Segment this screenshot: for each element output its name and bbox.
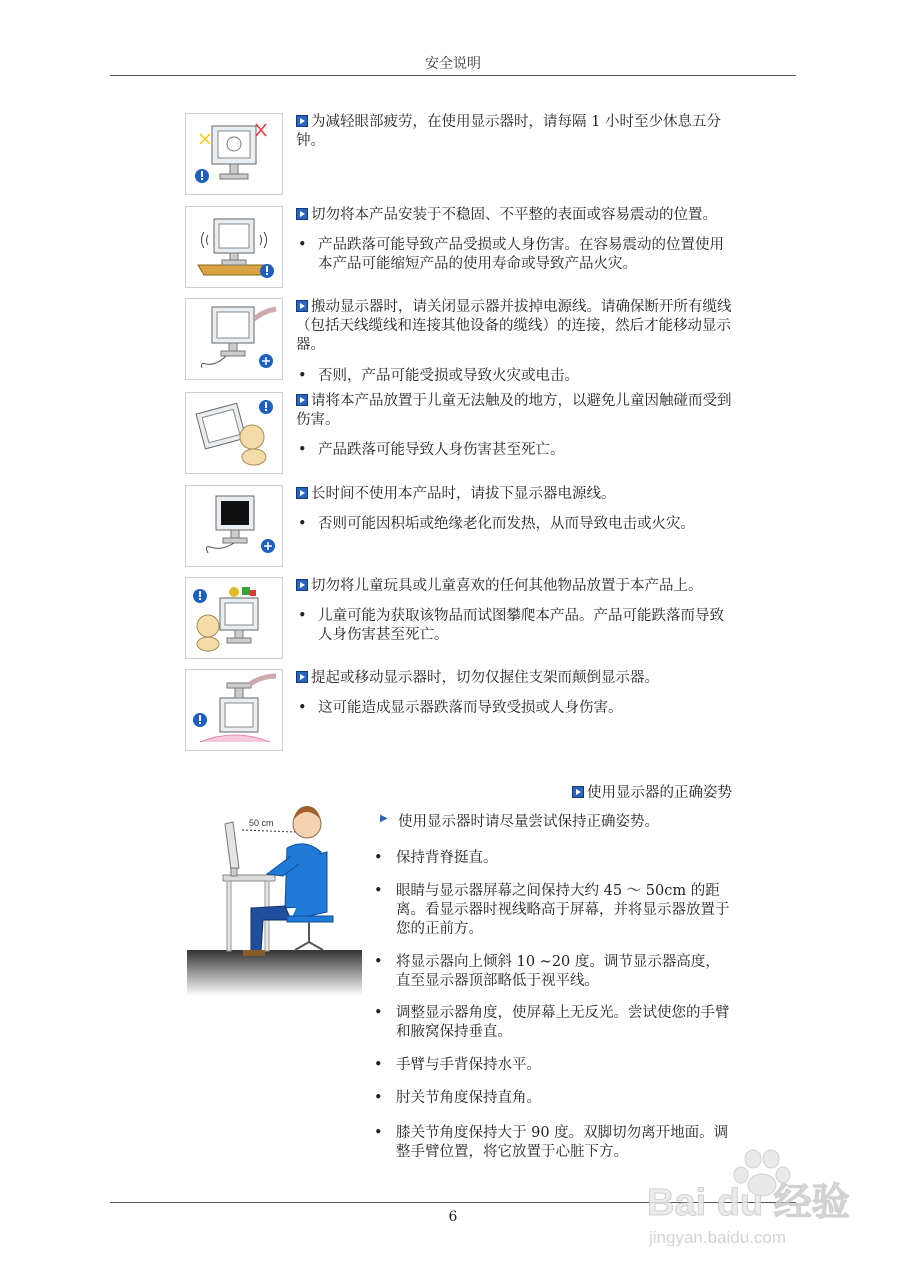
toys-on-monitor-icon	[185, 577, 283, 659]
posture-title-text: 使用显示器的正确姿势	[587, 785, 732, 801]
item-bullet: • 儿童可能为获取该物品而试图攀爬本产品。产品可能跌落而导致人身伤害甚至死亡。	[296, 607, 733, 645]
posture-bullet	[372, 849, 734, 868]
page-header: 安全说明	[425, 56, 481, 72]
item-bullet: • 这可能造成显示器跌落而导致受损或人身伤害。	[296, 699, 733, 718]
posture-bullet	[372, 1004, 734, 1042]
posture-section-title	[572, 781, 732, 802]
unplug-idle-icon	[185, 485, 283, 567]
item-lead: 长时间不使用本产品时，请拔下显示器电源线。	[311, 486, 616, 502]
item-bullet: • 产品跌落可能导致产品受损或人身伤害。在容易震动的位置使用本产品可能缩短产品的使用寿命或导致产品火灾。	[296, 236, 733, 274]
posture-bullet	[372, 1056, 734, 1075]
distance-label: 50 cm	[249, 818, 274, 828]
posture-bullet-text: • 将显示器向上倾斜 10 ~20 度。调节显示器高度，直至显示器顶部略低于视平线。	[372, 953, 734, 991]
intro-arrow-icon: ▶	[380, 813, 388, 824]
posture-bullet-text: • 肘关节角度保持直角。	[372, 1089, 734, 1108]
item-lead: 切勿将本产品安装于不稳固、不平整的表面或容易震动的位置。	[311, 207, 717, 223]
eye-rest-icon	[185, 113, 283, 195]
posture-bullet	[372, 1089, 734, 1108]
posture-bullet	[372, 953, 734, 991]
posture-bullet-text: • 保持背脊挺直。	[372, 849, 734, 868]
item-lead: 请将本产品放置于儿童无法触及的地方，以避免儿童因触碰而受到伤害。	[296, 393, 732, 428]
child-reach-icon	[185, 392, 283, 474]
item-bullet: • 产品跌落可能导致人身伤害甚至死亡。	[296, 441, 733, 460]
posture-bullet-text: • 调整显示器角度，使屏幕上无反光。尝试使您的手臂和腋窝保持垂直。	[372, 1004, 734, 1042]
item-bullet: • 否则，产品可能受损或导致火灾或电击。	[296, 367, 733, 386]
posture-bullet-text: • 手臂与手背保持水平。	[372, 1056, 734, 1075]
baidu-jingyan-watermark	[645, 1145, 855, 1255]
item-bullet: • 否则可能因积垢或绝缘老化而发热，从而导致电击或火灾。	[296, 515, 733, 534]
watermark-brand: Bai du 经验	[647, 1182, 850, 1224]
header-rule	[110, 75, 796, 76]
item-lead: 提起或移动显示器时，切勿仅握住支架而颠倒显示器。	[311, 670, 659, 686]
unstable-surface-icon	[185, 206, 283, 288]
posture-intro: 使用显示器时请尽量尝试保持正确姿势。	[398, 814, 659, 830]
posture-bullet	[372, 882, 734, 939]
watermark-url: jingyan.baidu.com	[649, 1228, 787, 1247]
unplug-move-icon	[185, 298, 283, 380]
posture-illustration	[187, 802, 362, 996]
posture-bullet-text: • 眼睛与显示器屏幕之间保持大约 45 ～ 50cm 的距离。看显示器时视线略高于屏幕，并将显示器放置于您的正前方。	[372, 882, 734, 939]
posture-bullet-text: • 膝关节角度保持大于 90 度。双脚切勿离开地面。调整手臂位置，将它放置于心脏下方。	[372, 1124, 734, 1162]
lift-stand-icon	[185, 669, 283, 751]
item-lead: 搬动显示器时，请关闭显示器并拔掉电源线。请确保断开所有缆线（包括天线缆线和连接其他设备的缆线）的连接，然后才能移动显示器。	[296, 299, 732, 353]
item-lead: 切勿将儿童玩具或儿童喜欢的任何其他物品放置于本产品上。	[311, 578, 703, 594]
page-number: 6	[448, 1209, 458, 1225]
item-lead: 为减轻眼部疲劳，在使用显示器时，请每隔 1 小时至少休息五分钟。	[296, 114, 721, 149]
